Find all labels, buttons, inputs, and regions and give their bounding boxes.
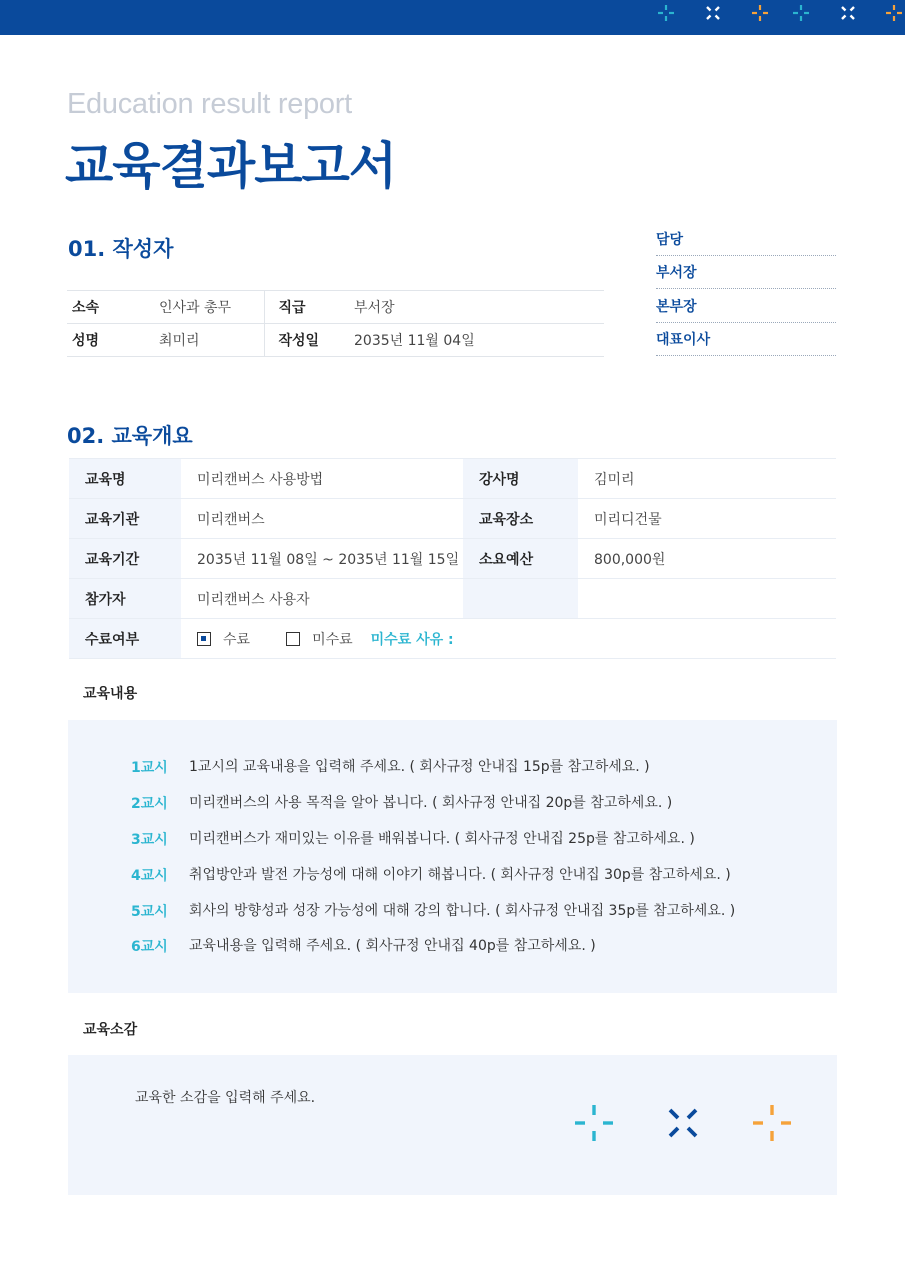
page-title: 교육결과보고서 bbox=[65, 137, 397, 195]
overview-label: 참가자 bbox=[69, 579, 181, 619]
period-label: 3교시 bbox=[131, 832, 168, 848]
writer-label: 직급 bbox=[264, 291, 354, 324]
writer-table bbox=[67, 290, 604, 357]
overview-label: 강사명 bbox=[463, 459, 578, 499]
table-row bbox=[69, 459, 836, 499]
plus-sparkle-icon bbox=[790, 2, 812, 24]
period-text: 회사의 방향성과 성장 가능성에 대해 강의 합니다. ( 회사규정 안내집 35p를 참고하세요. ) bbox=[189, 903, 736, 919]
overview-value: 미리캔버스 bbox=[181, 499, 463, 539]
plus-sparkle-icon bbox=[574, 1103, 614, 1143]
x-sparkle-icon bbox=[702, 2, 724, 24]
overview-label: 교육기간 bbox=[69, 539, 181, 579]
plus-sparkle-icon bbox=[752, 1103, 792, 1143]
period-label: 1교시 bbox=[131, 760, 168, 776]
opinion-title: 교육소감 bbox=[83, 1022, 138, 1038]
period-label: 5교시 bbox=[131, 904, 168, 920]
approval-item: 대표이사 bbox=[656, 323, 836, 357]
plus-sparkle-icon bbox=[655, 2, 677, 24]
writer-value: 부서장 bbox=[354, 291, 604, 324]
section-title-writer: 01. 작성자 bbox=[68, 237, 174, 261]
period-text: 교육내용을 입력해 주세요. ( 회사규정 안내집 40p를 참고하세요. ) bbox=[189, 938, 596, 954]
page-subtitle-en: Education result report bbox=[67, 88, 352, 120]
completed-checkbox[interactable] bbox=[197, 632, 211, 646]
period-label: 2교시 bbox=[131, 796, 168, 812]
top-banner bbox=[0, 0, 905, 35]
table-row bbox=[69, 619, 836, 659]
empty-cell bbox=[578, 579, 836, 619]
approval-list bbox=[656, 222, 836, 356]
overview-value: 미리캔버스 사용자 bbox=[181, 579, 463, 619]
period-text: 1교시의 교육내용을 입력해 주세요. ( 회사규정 안내집 15p를 참고하세요. ) bbox=[189, 759, 650, 775]
writer-value: 최미리 bbox=[159, 324, 264, 357]
approval-item: 부서장 bbox=[656, 256, 836, 290]
not-completed-label: 미수료 bbox=[312, 631, 353, 648]
approval-item: 담당 bbox=[656, 222, 836, 256]
overview-value: 미리디건물 bbox=[578, 499, 836, 539]
x-sparkle-icon bbox=[837, 2, 859, 24]
overview-value: 김미리 bbox=[578, 459, 836, 499]
incomplete-reason-label: 미수료 사유 : bbox=[370, 631, 454, 648]
table-row bbox=[69, 499, 836, 539]
overview-label: 교육장소 bbox=[463, 499, 578, 539]
x-sparkle-icon bbox=[663, 1103, 703, 1143]
table-row bbox=[67, 291, 604, 324]
table-row bbox=[69, 579, 836, 619]
writer-value: 2035년 11월 04일 bbox=[354, 324, 604, 357]
section-title-overview: 02. 교육개요 bbox=[67, 424, 193, 448]
writer-value: 인사과 총무 bbox=[159, 291, 264, 324]
overview-label: 수료여부 bbox=[69, 619, 181, 659]
period-text: 취업방안과 발전 가능성에 대해 이야기 해봅니다. ( 회사규정 안내집 30p를 참고하세요. ) bbox=[189, 867, 731, 883]
plus-sparkle-icon bbox=[883, 2, 905, 24]
opinion-panel bbox=[68, 1055, 837, 1195]
plus-sparkle-icon bbox=[749, 2, 771, 24]
period-label: 4교시 bbox=[131, 868, 168, 884]
writer-label: 성명 bbox=[67, 324, 159, 357]
table-row bbox=[67, 324, 604, 357]
overview-table bbox=[69, 458, 836, 659]
period-text: 미리캔버스가 재미있는 이유를 배워봅니다. ( 회사규정 안내집 25p를 참고하세요. ) bbox=[189, 831, 695, 847]
completed-label: 수료 bbox=[223, 631, 251, 648]
overview-value: 2035년 11월 08일 ~ 2035년 11월 15일 bbox=[181, 539, 463, 579]
approval-item: 본부장 bbox=[656, 289, 836, 323]
not-completed-checkbox[interactable] bbox=[286, 632, 300, 646]
overview-label: 소요예산 bbox=[463, 539, 578, 579]
overview-value: 800,000원 bbox=[578, 539, 836, 579]
completion-options bbox=[181, 619, 836, 659]
overview-label: 교육명 bbox=[69, 459, 181, 499]
table-row bbox=[69, 539, 836, 579]
overview-value: 미리캔버스 사용방법 bbox=[181, 459, 463, 499]
writer-label: 작성일 bbox=[264, 324, 354, 357]
overview-label: 교육기관 bbox=[69, 499, 181, 539]
period-label: 6교시 bbox=[131, 939, 168, 955]
empty-cell bbox=[463, 579, 578, 619]
period-text: 미리캔버스의 사용 목적을 알아 봅니다. ( 회사규정 안내집 20p를 참고하세요. ) bbox=[189, 795, 673, 811]
content-title: 교육내용 bbox=[83, 686, 138, 702]
opinion-text: 교육한 소감을 입력해 주세요. bbox=[135, 1090, 316, 1106]
writer-label: 소속 bbox=[67, 291, 159, 324]
